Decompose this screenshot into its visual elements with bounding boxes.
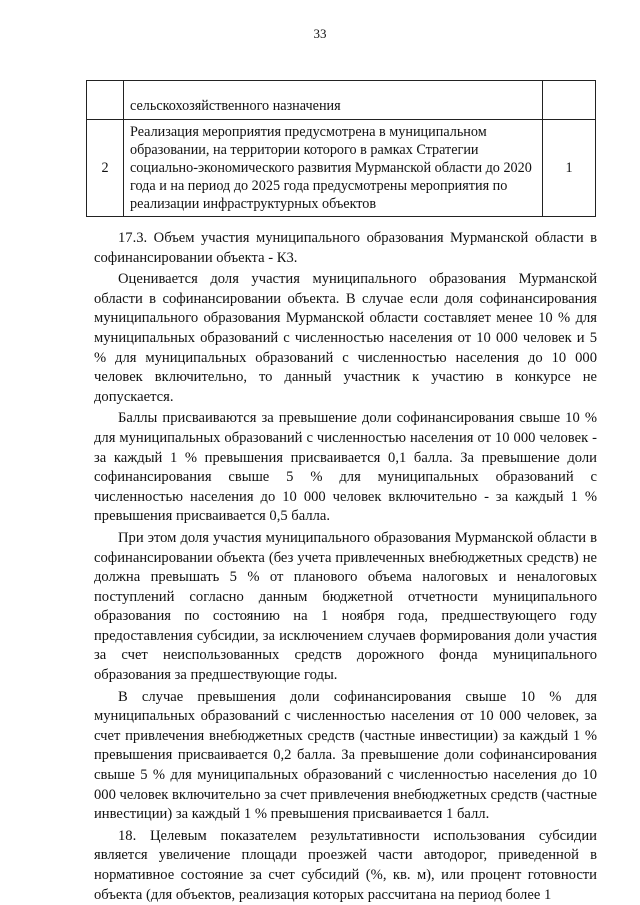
- criterion-text-cell: Реализация мероприятия предусмотрена в муниципальном образовании, на территории которого в рамках Стратегии социально-экономического развития Мурманской области до 2020 года и на период до 2025 года предусмотрены мероприятия по реализации инфраструктурных объектов: [124, 120, 543, 217]
- row-number-cell: 2: [87, 120, 124, 217]
- page-number: 33: [313, 26, 327, 41]
- row-number-cell: [87, 81, 124, 120]
- criterion-text-cell: сельскохозяйственного назначения: [124, 81, 543, 120]
- score-cell: 1: [543, 120, 596, 217]
- document-body: [94, 229, 597, 905]
- table-row: [87, 120, 596, 217]
- paragraph-limit: При этом доля участия муниципального образования Мурманской области в софинансировании объекта (без учета привлеченных внебюджетных средств) не должна превышать 5 % от планового объема налоговых и неналоговых поступлений согласно данным бюджетной отчетности муниципального образования по состоянию на 1 ноября года, предшествующего году предоставления субсидии, за исключением случаев формирования доли участия за счет неиспользованных средств дорожного фонда муниципального образования за предшествующие годы.: [94, 529, 597, 684]
- score-cell: [543, 81, 596, 120]
- table-row: [87, 81, 596, 120]
- paragraph-18-target: 18. Целевым показателем результативности использования субсидии является увеличение площади проезжей части автодорог, приведенной в нормативное состояние за счет субсидий (%, кв. м), или процент готовности объекта (для объектов, реализация которых рассчитана на период более 1: [94, 827, 597, 903]
- paragraph-17-3-heading: 17.3. Объем участия муниципального образования Мурманской области в софинансировании объекта - К3.: [94, 230, 597, 266]
- criteria-table: [86, 80, 596, 217]
- paragraph-assessment: Оценивается доля участия муниципального образования Мурманской области в софинансировании объекта. В случае если доля софинансирования муниципального образования Мурманской области составляет менее 10 % для муниципальных образований с численностью населения от 10 000 человек и 5 % для муниципальных образований с численностью населения до 10 000 человек включительно, то данный участник к участию в конкурсе не допускается.: [94, 271, 597, 405]
- paragraph-points: Баллы присваиваются за превышение доли софинансирования свыше 10 % для муниципальных образований с численностью населения от 10 000 человек - за каждый 1 % превышения присваивается 0,1 балла. За превышение доли софинансирования свыше 5 % для муниципальных образований с численностью населения до 10 000 человек включительно - за каждый 1 % превышения присваивается 0,5 балла.: [94, 410, 597, 525]
- paragraph-extra-budget: В случае превышения доли софинансирования свыше 10 % для муниципальных образований с численностью населения от 10 000 человек, за счет привлечения внебюджетных средств (частные инвестиции) за каждый 1 % превышения присваивается 0,2 балла. За превышение доли софинансирования свыше 5 % для муниципальных образований с численностью населения до 10 000 человек включительно за счет привлечения внебюджетных средств (частные инвестиции) за каждый 1 % превышения присваивается 1 балл.: [94, 688, 597, 823]
